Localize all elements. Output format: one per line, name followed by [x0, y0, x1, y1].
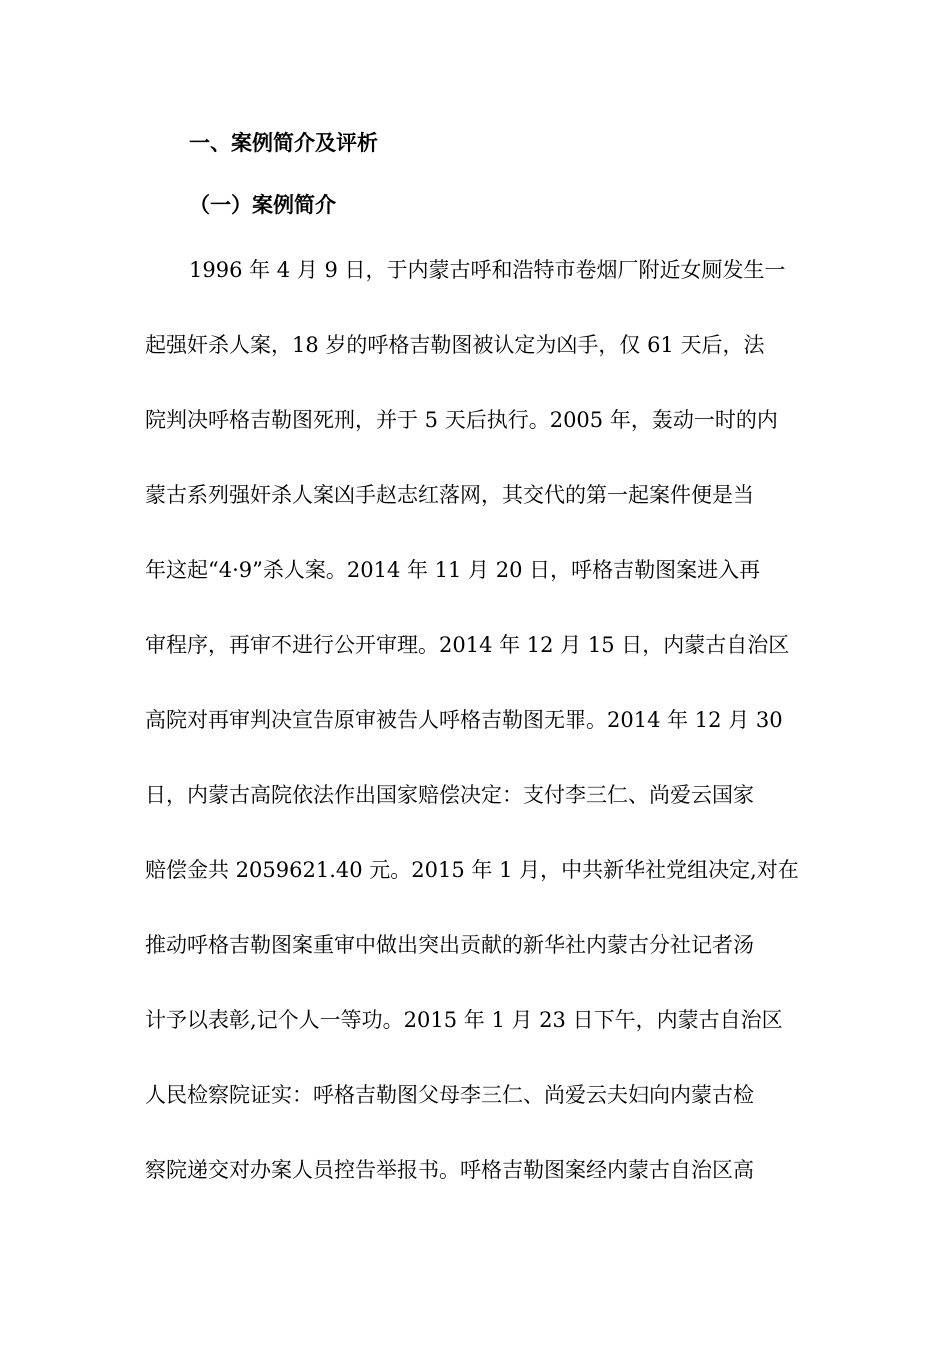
- paragraph-line: 高院对再审判决宣告原审被告人呼格吉勒图无罪。2014 年 12 月 30: [145, 708, 783, 732]
- paragraph-line: 日，内蒙古高院依法作出国家赔偿决定：支付李三仁、尚爱云国家: [145, 783, 754, 807]
- paragraph-line: 蒙古系列强奸杀人案凶手赵志红落网，其交代的第一起案件便是当: [145, 483, 754, 507]
- paragraph-line: 年这起“4·9”杀人案。2014 年 11 月 20 日，呼格吉勒图案进入再: [145, 558, 761, 582]
- paragraph-line: 起强奸杀人案，18 岁的呼格吉勒图被认定为凶手，仅 61 天后，法: [145, 333, 765, 357]
- paragraph-line: 赔偿金共 2059621.40 元。2015 年 1 月，中共新华社党组决定,对在: [145, 858, 799, 882]
- paragraph-line: 1996 年 4 月 9 日，于内蒙古呼和浩特市卷烟厂附近女厕发生一: [189, 258, 786, 282]
- paragraph-line: 人民检察院证实：呼格吉勒图父母李三仁、尚爱云夫妇向内蒙古检: [145, 1083, 754, 1107]
- paragraph-line: 院判决呼格吉勒图死刑，并于 5 天后执行。2005 年，轰动一时的内: [145, 408, 778, 432]
- paragraph-line: 察院递交对办案人员控告举报书。呼格吉勒图案经内蒙古自治区高: [145, 1158, 754, 1182]
- paragraph-line: 推动呼格吉勒图案重审中做出突出贡献的新华社内蒙古分社记者汤: [145, 933, 754, 957]
- paragraph-line: 审程序，再审不进行公开审理。2014 年 12 月 15 日，内蒙古自治区: [145, 633, 790, 657]
- paragraph-line: 计予以表彰,记个人一等功。2015 年 1 月 23 日下午，内蒙古自治区: [145, 1008, 783, 1032]
- body-paragraph: [145, 252, 805, 1227]
- subsection-heading: （一）案例简介: [189, 193, 336, 217]
- section-heading: 一、案例简介及评析: [189, 131, 378, 155]
